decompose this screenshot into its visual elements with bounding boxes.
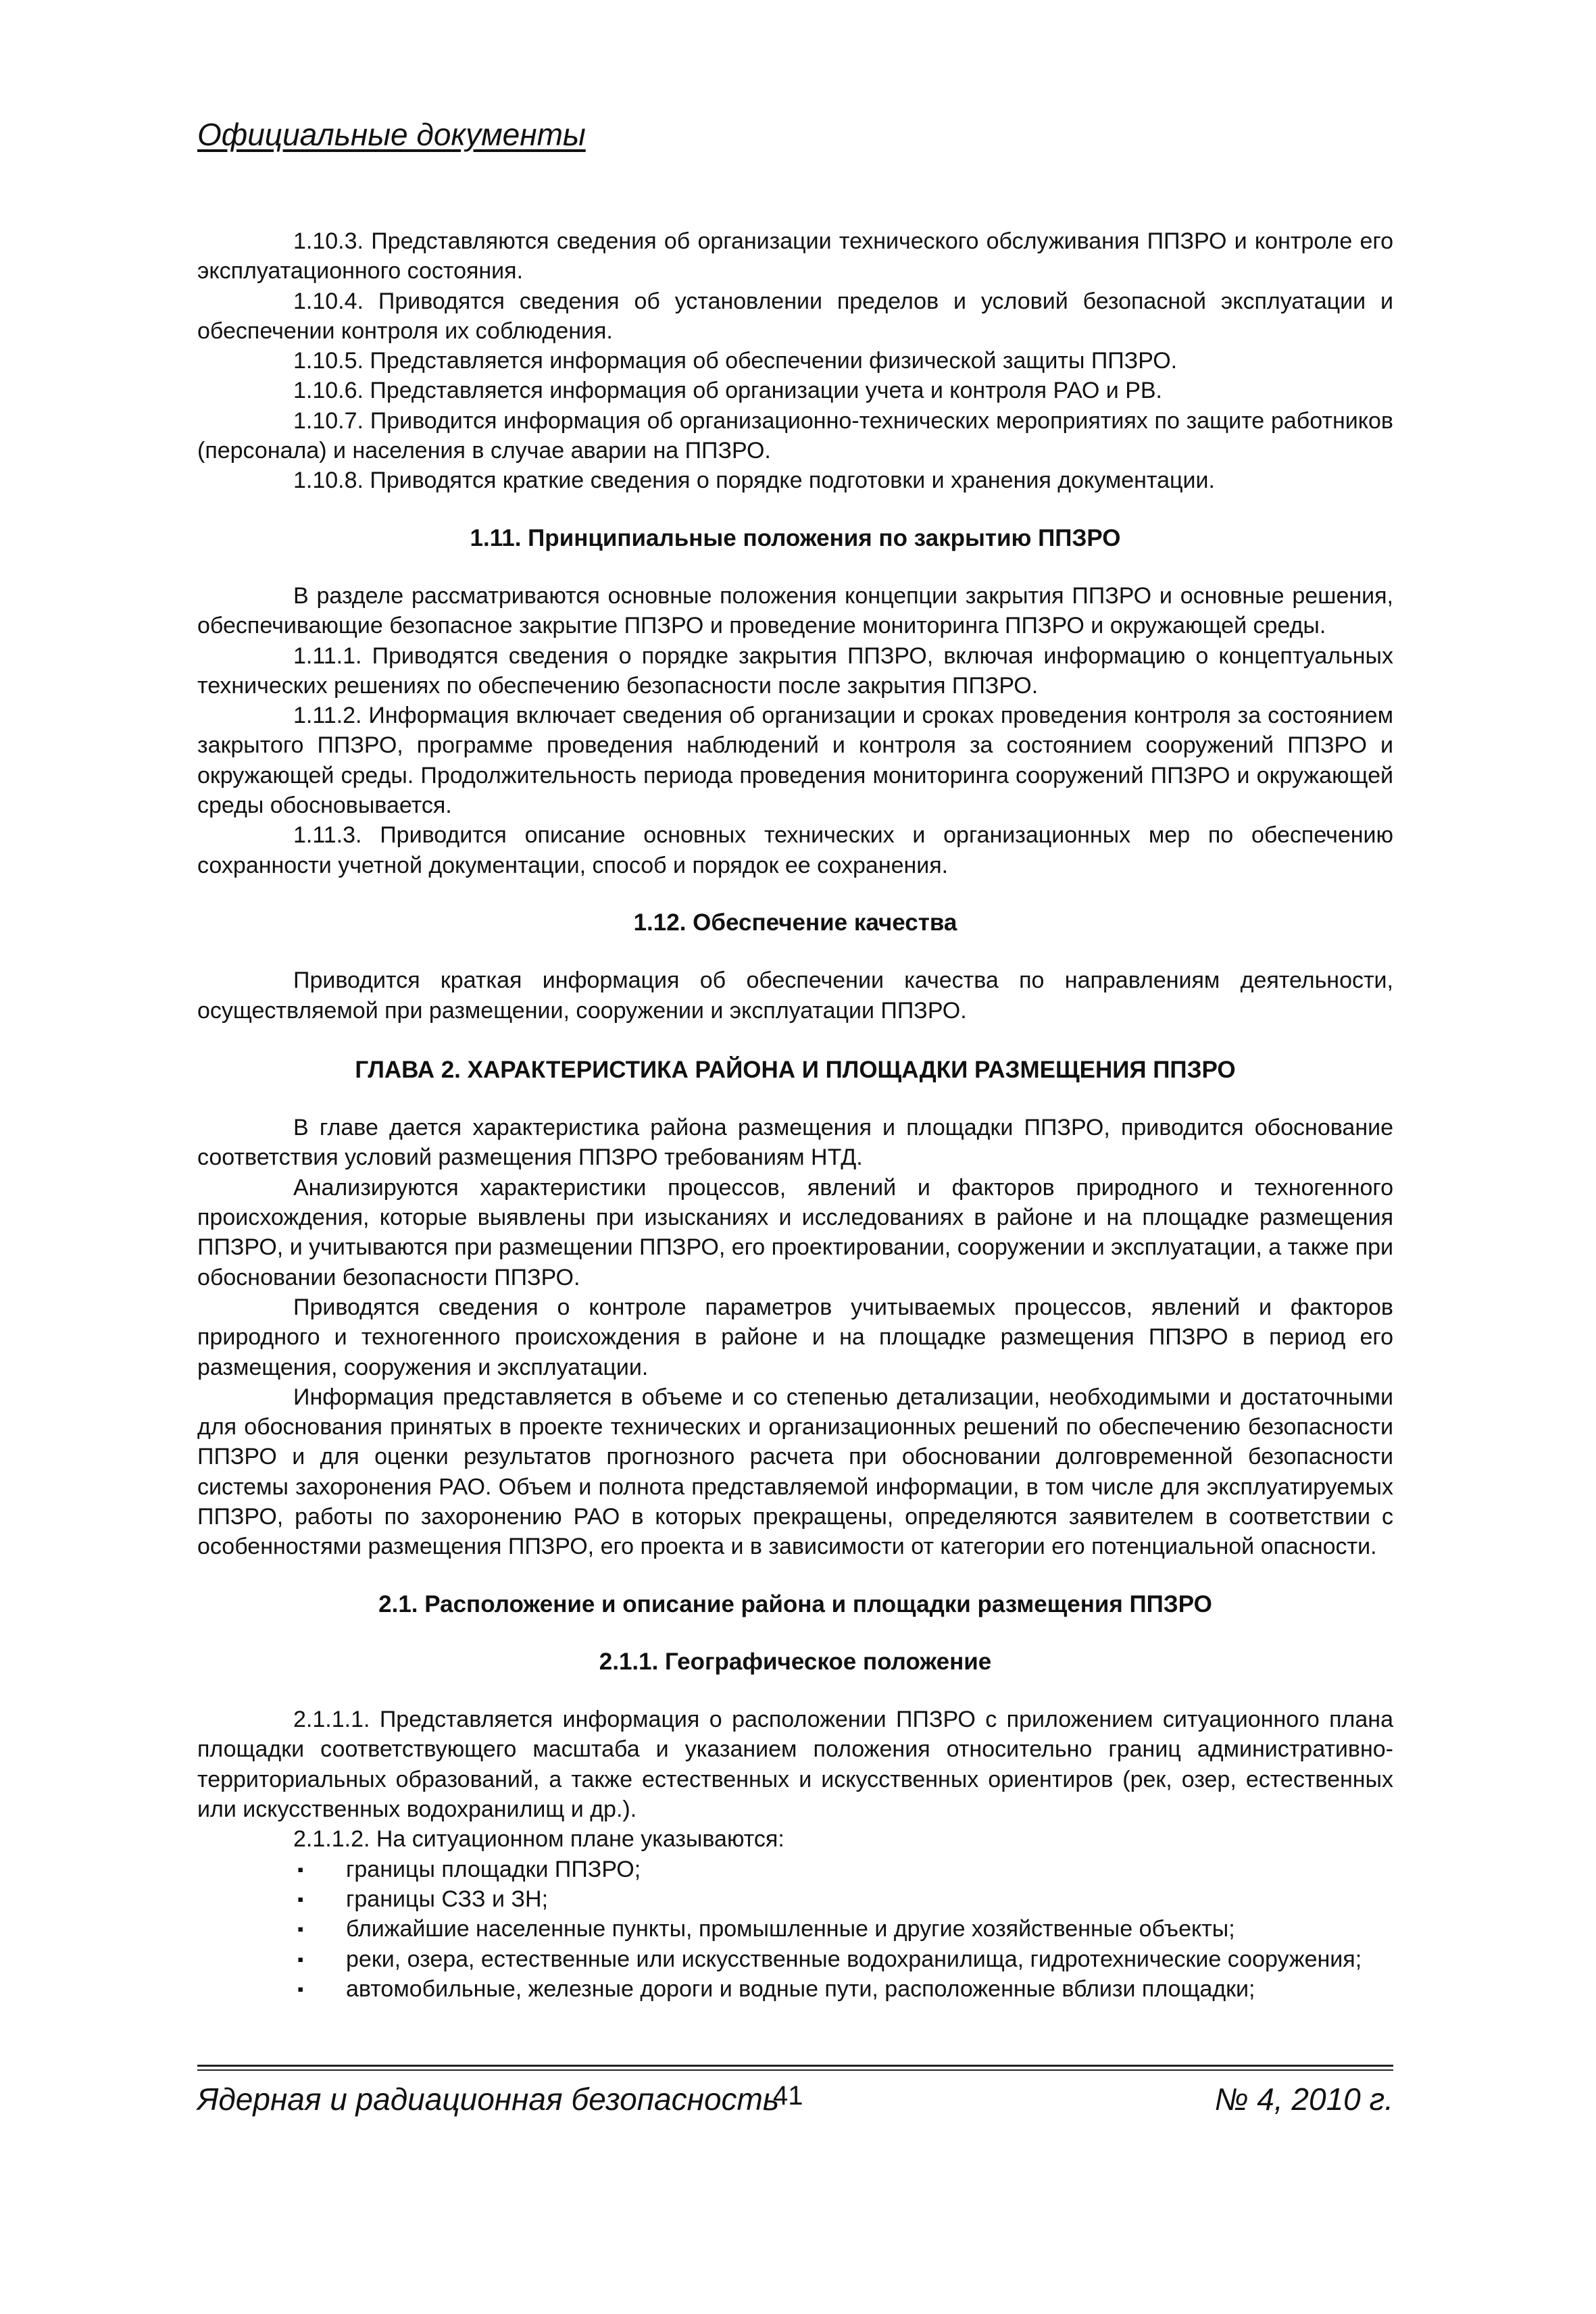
bullet-icon: ▪ (297, 1888, 304, 1909)
paragraph: 1.10.5. Представляется информация об обеспечении физической защиты ППЗРО. (293, 348, 1178, 374)
footer-divider (197, 2065, 1393, 2067)
paragraph: 1.10.8. Приводятся краткие сведения о порядке подготовки и хранения документации. (293, 468, 1215, 494)
paragraph: В разделе рассматриваются основные положения концепции закрытия ППЗРО и основные решения, обеспечивающие безопасное закрытие ППЗРО и проведение мониторинга ППЗРО и окружающей среды. (197, 582, 1393, 639)
chapter-heading-2: ГЛАВА 2. ХАРАКТЕРИСТИКА РАЙОНА И ПЛОЩАДКИ РАЗМЕЩЕНИЯ ППЗРО (355, 1056, 1236, 1083)
section-heading-1-11: 1.11. Принципиальные положения по закрытию ППЗРО (470, 524, 1121, 551)
running-footer (197, 2081, 1393, 2121)
section-heading-2-1: 2.1. Расположение и описание района и площадки размещения ППЗРО (378, 1590, 1212, 1617)
list-item: ▪ автомобильные, железные дороги и водные пути, расположенные вблизи площадки; (197, 1974, 1393, 2004)
page-number: 41 (773, 2081, 803, 2111)
paragraph: 2.1.1.1. Представляется информация о расположении ППЗРО с приложением ситуационного плана площадки соответствующего масштаба и указанием положения относительно границ административно-территориальных образований, а также естественных и искусственных ориентиров (рек, озер, естественных или искусственных водохранилищ и др.). (197, 1707, 1393, 1823)
paragraph: Приводится краткая информация об обеспечении качества по направлениям деятельности, осуществляемой при размещении, сооружении и эксплуатации ППЗРО. (197, 967, 1393, 1024)
paragraph: 2.1.1.2. На ситуационном плане указываются: (293, 1826, 784, 1853)
paragraph: 1.11.3. Приводится описание основных технических и организационных мер по обеспечению сохранности учетной документации, способ и порядок ее сохранения. (197, 822, 1393, 878)
list-item: ▪ ближайшие населенные пункты, промышленные и другие хозяйственные объекты; (197, 1914, 1393, 1944)
document-body (197, 226, 1393, 2004)
paragraph: 1.11.2. Информация включает сведения об организации и сроках проведения контроля за состоянием закрытого ППЗРО, программе проведения наблюдений и контроля за состоянием сооружений ППЗРО и окружающей среды. Продолжительность периода проведения мониторинга сооружений ППЗРО и окружающей среды обосновывается. (197, 703, 1393, 819)
section-heading-2-1-1: 2.1.1. Географическое положение (599, 1648, 992, 1675)
paragraph: 1.11.1. Приводятся сведения о порядке закрытия ППЗРО, включая информацию о концептуальных технических решениях по обеспечению безопасности после закрытия ППЗРО. (197, 643, 1393, 699)
footer-divider (197, 2069, 1393, 2071)
paragraph: В главе дается характеристика района размещения и площадки ППЗРО, приводится обоснование соответствия условий размещения ППЗРО требованиям НТД. (197, 1115, 1393, 1171)
section-heading-1-12: 1.12. Обеспечение качества (633, 909, 957, 936)
bullet-icon: ▪ (297, 1978, 304, 1999)
journal-title: Ядерная и радиационная безопасность (197, 2082, 780, 2117)
list-item: ▪ границы СЗЗ и ЗН; (197, 1884, 1393, 1914)
bullet-list (197, 1855, 1393, 2004)
bullet-icon: ▪ (297, 1948, 304, 1969)
paragraph: 1.10.6. Представляется информация об организации учета и контроля РАО и РВ. (293, 378, 1163, 404)
paragraph: Анализируются характеристики процессов, явлений и факторов природного и техногенного происхождения, которые выявлены при изысканиях и исследованиях в районе и на площадке размещения ППЗРО, и учитываются при размещении ППЗРО, его проектировании, сооружении и эксплуатации, а также при обосновании безопасности ППЗРО. (197, 1174, 1393, 1290)
paragraph: 1.10.7. Приводится информация об организационно-технических мероприятиях по защите работников (персонала) и населения в случае аварии на ППЗРО. (197, 407, 1393, 464)
paragraph: Информация представляется в объеме и со степенью детализации, необходимыми и достаточными для обоснования принятых в проекте технических и организационных решений по обеспечению безопасности ППЗРО и для оценки результатов прогнозного расчета при обосновании долговременной безопасности системы захоронения РАО. Объем и полнота представляемой информации, в том числе для эксплуатируемых ППЗРО, работы по захоронению РАО в которых прекращены, определяются заявителем в соответствии с особенностями размещения ППЗРО, его проекта и в зависимости от категории его потенциальной опасности. (197, 1384, 1393, 1560)
list-item: ▪ реки, озера, естественные или искусственные водохранилища, гидротехнические сооружения; (197, 1944, 1393, 1974)
paragraph: 1.10.4. Приводятся сведения об установлении пределов и условий безопасной эксплуатации и обеспечении контроля их соблюдения. (197, 288, 1393, 344)
bullet-icon: ▪ (297, 1859, 304, 1880)
paragraph: Приводятся сведения о контроле параметров учитываемых процессов, явлений и факторов природного и техногенного происхождения в районе и на площадке размещения ППЗРО в период его размещения, сооружения и эксплуатации. (197, 1294, 1393, 1380)
issue-number: № 4, 2010 г. (1214, 2082, 1393, 2117)
list-item: ▪ границы площадки ППЗРО; (197, 1855, 1393, 1884)
running-header: Официальные документы (197, 117, 586, 152)
paragraph: 1.10.3. Представляются сведения об организации технического обслуживания ППЗРО и контроле его эксплуатационного состояния. (197, 228, 1393, 284)
bullet-icon: ▪ (297, 1919, 304, 1940)
